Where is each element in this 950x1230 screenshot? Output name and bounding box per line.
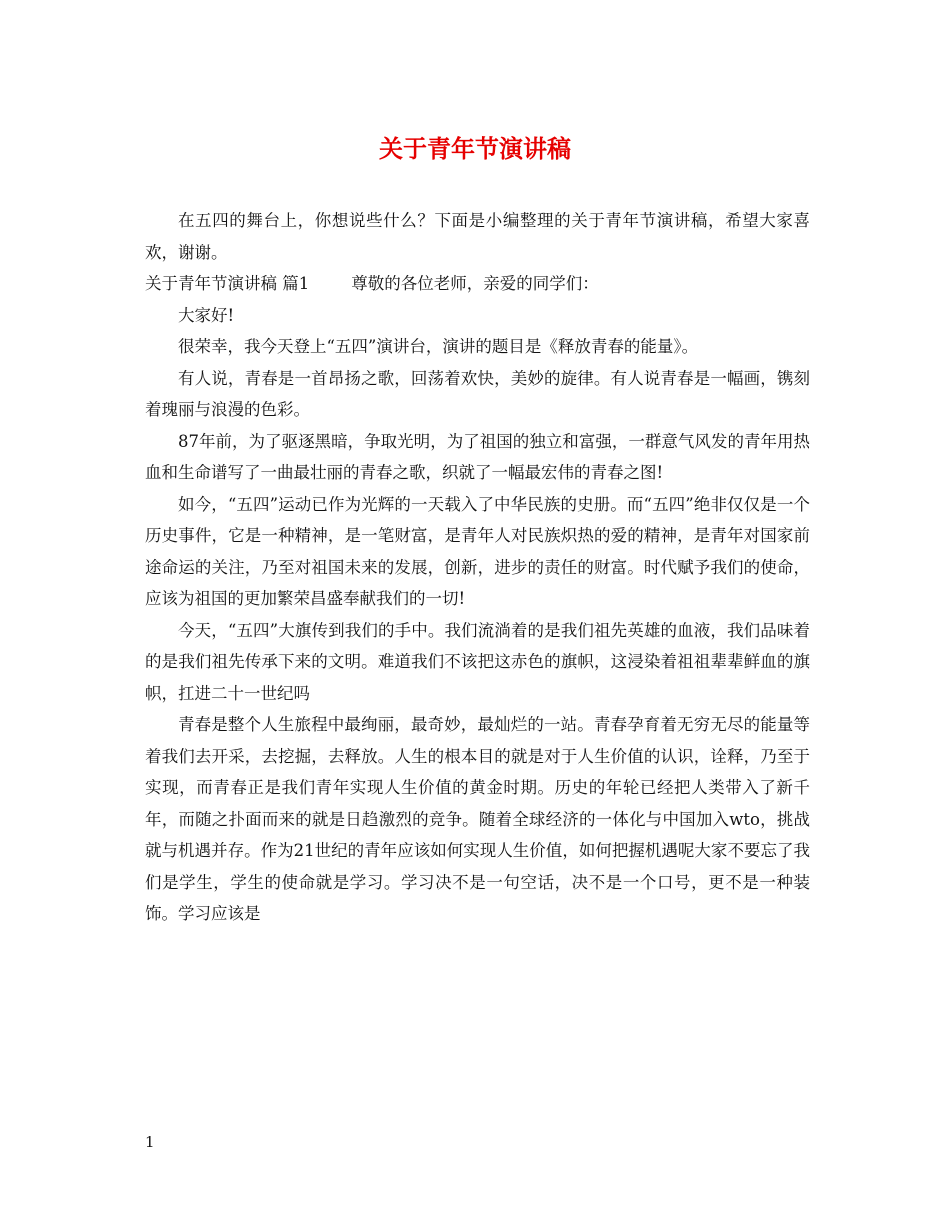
- intro-paragraph: 在五四的舞台上，你想说些什么？下面是小编整理的关于青年节演讲稿，希望大家喜欢，谢谢。: [145, 211, 810, 262]
- paragraph: 如今，“五四”运动已作为光辉的一天载入了中华民族的史册。而“五四”绝非仅仅是一个历史事件，它是一种精神，是一笔财富，是青年人对民族炽热的爱的精神，是青年对国家前途命运的关注，乃至对祖国未来的发展，创新，进步的责任的财富。时代赋予我们的使命，应该为祖国的更加繁荣昌盛奉献我们的一切!: [145, 494, 810, 608]
- paragraph: 有人说，青春是一首昂扬之歌，回荡着欢快，美妙的旋律。有人说青春是一幅画，镌刻着瑰丽与浪漫的色彩。: [145, 368, 810, 419]
- paragraph: 青春是整个人生旅程中最绚丽，最奇妙，最灿烂的一站。青春孕育着无穷无尽的能量等着我们去开采，去挖掘，去释放。人生的根本目的就是对于人生价值的认识，诠释，乃至于实现，而青春正是我们青年实现人生价值的黄金时期。历史的年轮已经把人类带入了新千年，而随之扑面而来的就是日趋激烈的竞争。随着全球经济的一体化与中国加入wto，挑战就与机遇并存。作为21世纪的青年应该如何实现人生价值，如何把握机遇呢大家不要忘了我们是学生，学生的使命就是学习。学习决不是一句空话，决不是一个口号，更不是一种装饰。学习应该是: [145, 715, 810, 923]
- salutation: 尊敬的各位老师，亲爱的同学们：: [351, 274, 599, 293]
- section-heading-line: [145, 268, 810, 300]
- paragraph: 今天，“五四”大旗传到我们的手中。我们流淌着的是我们祖先英雄的血液，我们品味着的是我们祖先传承下来的文明。难道我们不该把这赤色的旗帜，这浸染着祖祖辈辈鲜血的旗帜，扛进二十一世纪吗: [145, 620, 810, 703]
- paragraph: 大家好!: [178, 305, 235, 325]
- section-label: 关于青年节演讲稿 篇1: [145, 274, 310, 293]
- paragraph: 87年前，为了驱逐黑暗，争取光明，为了祖国的独立和富强，一群意气风发的青年用热血和生命谱写了一曲最壮丽的青春之歌，织就了一幅最宏伟的青春之图!: [145, 431, 810, 482]
- document-body: [145, 205, 810, 930]
- page-number: 1: [145, 1133, 155, 1151]
- paragraph: 很荣幸，我今天登上“五四”演讲台，演讲的题目是《释放青春的能量》。: [178, 337, 699, 356]
- document-title: 关于青年节演讲稿: [379, 134, 571, 163]
